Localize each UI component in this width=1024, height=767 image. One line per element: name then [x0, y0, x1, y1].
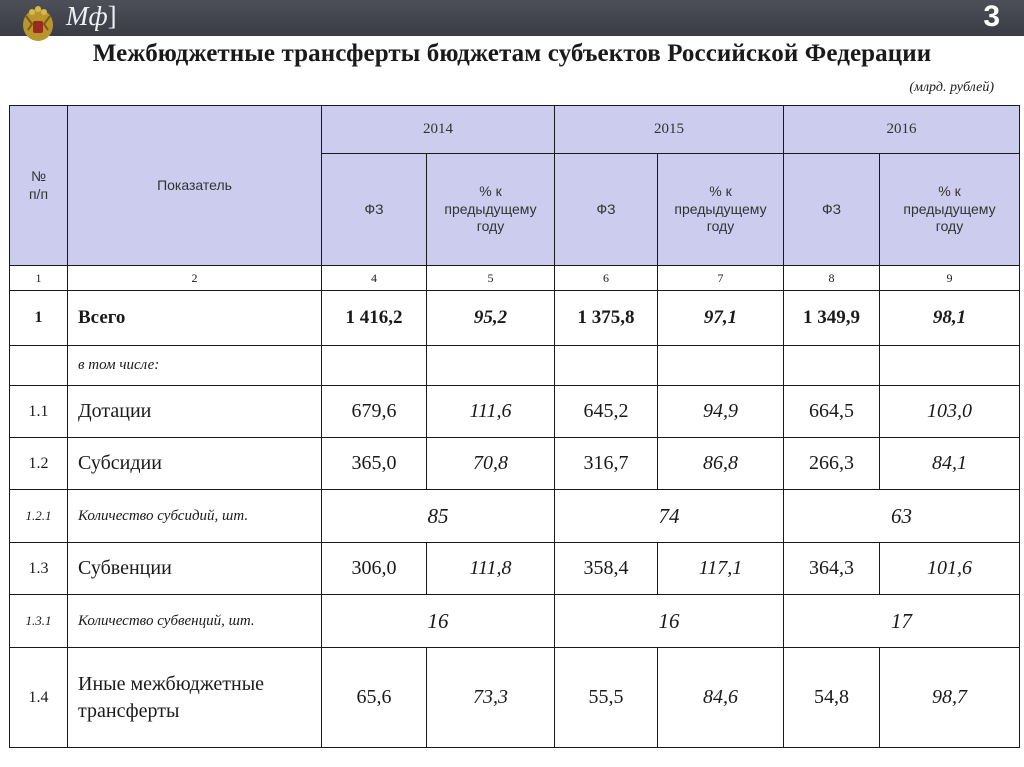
value-cell: 73,3	[427, 648, 555, 748]
table-row-subsidies-dot	[10, 386, 1020, 438]
table-row-other-transfers	[10, 648, 1020, 748]
col-header-pct: % к предыдущему году	[427, 154, 555, 266]
column-number: 9	[880, 266, 1020, 291]
row-number: 1.2	[10, 438, 68, 490]
col-header-pct: % к предыдущему году	[880, 154, 1020, 266]
value-cell: 306,0	[322, 543, 427, 595]
row-label: Количество субсидий, шт.	[68, 490, 322, 543]
value-cell: 17	[784, 595, 1020, 648]
value-cell: 358,4	[555, 543, 658, 595]
empty-cell	[427, 346, 555, 386]
value-cell: 70,8	[427, 438, 555, 490]
empty-cell	[555, 346, 658, 386]
column-number: 1	[10, 266, 68, 291]
unit-note: (млрд. рублей)	[909, 80, 994, 95]
value-cell: 86,8	[658, 438, 784, 490]
column-number: 6	[555, 266, 658, 291]
value-cell: 95,2	[427, 291, 555, 346]
col-header-fz: ФЗ	[322, 154, 427, 266]
value-cell: 316,7	[555, 438, 658, 490]
col-header-year: 2016	[784, 106, 1020, 154]
value-cell: 103,0	[880, 386, 1020, 438]
column-number: 2	[68, 266, 322, 291]
table-row-subventions-count	[10, 595, 1020, 648]
col-header-fz: ФЗ	[555, 154, 658, 266]
row-label: Всего	[68, 291, 322, 346]
value-cell: 85	[322, 490, 555, 543]
value-cell: 645,2	[555, 386, 658, 438]
table-row-subsidies	[10, 438, 1020, 490]
value-cell: 1 375,8	[555, 291, 658, 346]
row-number: 1.3.1	[10, 595, 68, 648]
row-number: 1.1	[10, 386, 68, 438]
row-label: Субвенции	[68, 543, 322, 595]
empty-cell	[880, 346, 1020, 386]
value-cell: 84,6	[658, 648, 784, 748]
empty-cell	[658, 346, 784, 386]
value-cell: 365,0	[322, 438, 427, 490]
value-cell: 111,8	[427, 543, 555, 595]
value-cell: 74	[555, 490, 784, 543]
column-number: 7	[658, 266, 784, 291]
value-cell: 111,6	[427, 386, 555, 438]
value-cell: 364,3	[784, 543, 880, 595]
value-cell: 98,1	[880, 291, 1020, 346]
row-label: Иные межбюджетные трансферты	[68, 648, 322, 748]
value-cell: 16	[322, 595, 555, 648]
col-header-year: 2014	[322, 106, 555, 154]
empty-cell	[10, 346, 68, 386]
column-number: 4	[322, 266, 427, 291]
value-cell: 63	[784, 490, 1020, 543]
value-cell: 679,6	[322, 386, 427, 438]
col-header-fz: ФЗ	[784, 154, 880, 266]
row-number: 1.4	[10, 648, 68, 748]
value-cell: 55,5	[555, 648, 658, 748]
value-cell: 664,5	[784, 386, 880, 438]
column-number: 8	[784, 266, 880, 291]
ministry-logo-text: Мф]	[66, 1, 117, 31]
value-cell: 1 416,2	[322, 291, 427, 346]
value-cell: 94,9	[658, 386, 784, 438]
col-header-number: № п/п	[10, 106, 68, 266]
row-number: 1	[10, 291, 68, 346]
value-cell: 65,6	[322, 648, 427, 748]
column-number-row	[10, 266, 1020, 291]
value-cell: 266,3	[784, 438, 880, 490]
value-cell: 1 349,9	[784, 291, 880, 346]
row-label: в том числе:	[68, 346, 322, 386]
value-cell: 97,1	[658, 291, 784, 346]
value-cell: 98,7	[880, 648, 1020, 748]
column-number: 5	[427, 266, 555, 291]
coat-of-arms-icon	[18, 4, 58, 44]
row-number: 1.2.1	[10, 490, 68, 543]
table-row-total	[10, 291, 1020, 346]
col-header-pct: % к предыдущему году	[658, 154, 784, 266]
empty-cell	[322, 346, 427, 386]
slide-title: Межбюджетные трансферты бюджетам субъектов Российской Федерации	[92, 40, 932, 67]
value-cell: 84,1	[880, 438, 1020, 490]
value-cell: 117,1	[658, 543, 784, 595]
row-label: Количество субвенций, шт.	[68, 595, 322, 648]
top-bar	[0, 0, 1024, 36]
transfers-table	[9, 105, 1020, 748]
table-row-subventions	[10, 543, 1020, 595]
value-cell: 16	[555, 595, 784, 648]
row-label: Дотации	[68, 386, 322, 438]
row-label: Субсидии	[68, 438, 322, 490]
table-row-subsidies-count	[10, 490, 1020, 543]
col-header-year: 2015	[555, 106, 784, 154]
slide-number: 3	[983, 0, 1000, 33]
col-header-indicator: Показатель	[68, 106, 322, 266]
empty-cell	[784, 346, 880, 386]
row-number: 1.3	[10, 543, 68, 595]
table-row-including	[10, 346, 1020, 386]
value-cell: 101,6	[880, 543, 1020, 595]
value-cell: 54,8	[784, 648, 880, 748]
